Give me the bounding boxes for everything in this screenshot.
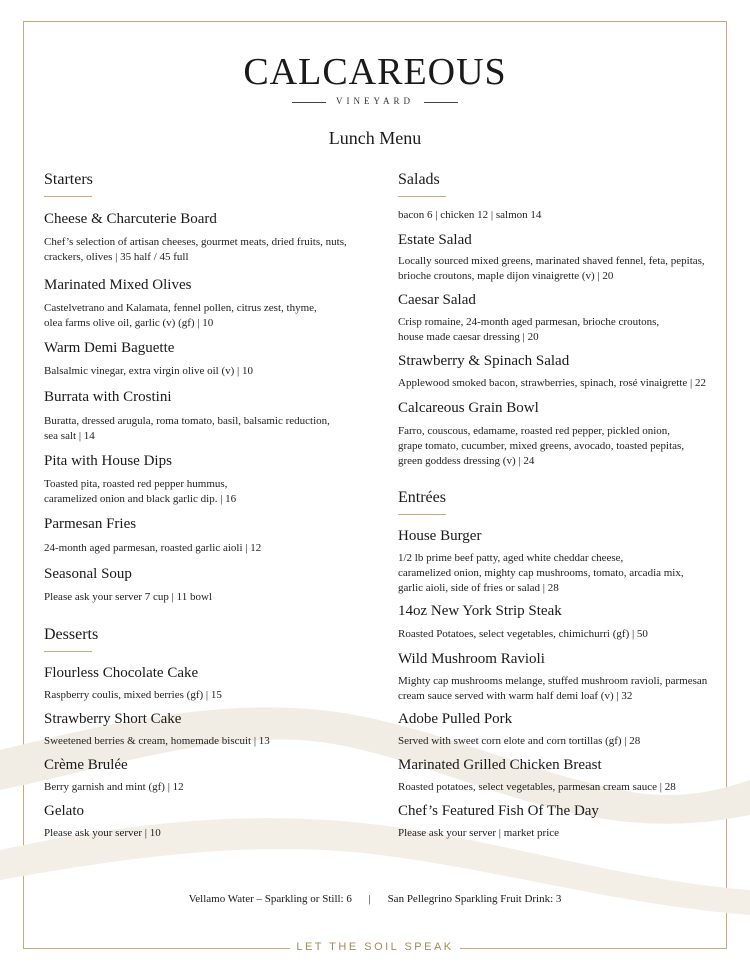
section-rule bbox=[398, 196, 446, 197]
menu-item-desc: Please ask your server | 10 bbox=[44, 827, 161, 839]
menu-item-desc: Mighty cap mushrooms melange, stuffed mushroom ravioli, parmesan cream sauce served with warm half demi loaf (v) | 32 bbox=[398, 675, 708, 702]
menu-item-name: Strawberry & Spinach Salad bbox=[398, 353, 570, 369]
menu-item-desc: Roasted Potatoes, select vegetables, chimichurri (gf) | 50 bbox=[398, 628, 648, 640]
menu-item-desc: Toasted pita, roasted red pepper hummus, caramelized onion and black garlic dip. | 16 bbox=[44, 478, 237, 505]
menu-item-desc: Locally sourced mixed greens, marinated shaved fennel, feta, pepitas, brioche croutons, maple dijon vinaigrette (v) | 20 bbox=[398, 255, 705, 282]
menu-item-name: Calcareous Grain Bowl bbox=[398, 400, 539, 416]
menu-item-desc: Served with sweet corn elote and corn tortillas (gf) | 28 bbox=[398, 735, 641, 747]
menu-item-name: Chef’s Featured Fish Of The Day bbox=[398, 803, 599, 819]
salad-addons: bacon 6 | chicken 12 | salmon 14 bbox=[398, 209, 542, 221]
menu-item-desc: Please ask your server | market price bbox=[398, 827, 560, 839]
brand-name: CALCAREOUS bbox=[243, 51, 507, 93]
tagline: LET THE SOIL SPEAK bbox=[296, 941, 454, 953]
water-note: Vellamo Water – Sparkling or Still: 6 bbox=[188, 893, 352, 905]
menu-item-desc: Castelvetrano and Kalamata, fennel pollen, citrus zest, thyme, olea farms olive oil, garlic (v) (gf) | 10 bbox=[44, 302, 317, 329]
menu-item-name: Warm Demi Baguette bbox=[44, 340, 175, 356]
menu-item-name: Wild Mushroom Ravioli bbox=[398, 651, 545, 667]
menu-item-name: Gelato bbox=[44, 803, 84, 819]
drinks-footer bbox=[0, 893, 750, 905]
menu-item-name: Burrata with Crostini bbox=[44, 389, 172, 405]
menu-item-desc: Chef’s selection of artisan cheeses, gourmet meats, dried fruits, nuts, crackers, olives | 35 half / 45 full bbox=[44, 236, 347, 263]
menu-item-desc: Sweetened berries & cream, homemade biscuit | 13 bbox=[44, 735, 270, 747]
section-title-starters: Starters bbox=[44, 171, 93, 188]
menu-item-desc: Please ask your server 7 cup | 11 bowl bbox=[44, 591, 212, 603]
menu-item-name: Crème Brulée bbox=[44, 757, 128, 773]
pellegrino-note: San Pellegrino Sparkling Fruit Drink: 3 bbox=[387, 893, 562, 905]
menu-item-name: Flourless Chocolate Cake bbox=[44, 665, 199, 681]
menu-item-desc: Roasted potatoes, select vegetables, parmesan cream sauce | 28 bbox=[398, 781, 676, 793]
menu-item-name: Adobe Pulled Pork bbox=[398, 711, 513, 727]
footer-separator: | bbox=[368, 893, 371, 905]
menu-item-desc: Farro, couscous, edamame, roasted red pepper, pickled onion, grape tomato, cucumber, mixed greens, avocado, toasted pepitas, green goddess dressing (v) | 24 bbox=[398, 425, 685, 467]
section-rule bbox=[398, 514, 446, 515]
menu-item-name: Marinated Grilled Chicken Breast bbox=[398, 757, 602, 773]
menu-item-name: Seasonal Soup bbox=[44, 566, 132, 582]
menu-item-name: Marinated Mixed Olives bbox=[44, 277, 192, 293]
menu-item-desc: Crisp romaine, 24-month aged parmesan, brioche croutons, house made caesar dressing | 20 bbox=[398, 316, 660, 343]
menu-item-name: Strawberry Short Cake bbox=[44, 711, 182, 727]
menu-item-name: Cheese & Charcuterie Board bbox=[44, 211, 217, 227]
menu-item-desc: Buratta, dressed arugula, roma tomato, basil, balsamic reduction, sea salt | 14 bbox=[44, 415, 330, 442]
menu-item-name: Caesar Salad bbox=[398, 292, 476, 308]
menu-item-name: House Burger bbox=[398, 528, 482, 544]
menu-item-desc: 24-month aged parmesan, roasted garlic aioli | 12 bbox=[44, 542, 262, 554]
menu-item-desc: Applewood smoked bacon, strawberries, spinach, rosé vinaigrette | 22 bbox=[398, 377, 706, 389]
section-title-desserts: Desserts bbox=[44, 626, 99, 643]
section-rule bbox=[44, 196, 92, 197]
menu-item-name: 14oz New York Strip Steak bbox=[398, 603, 562, 619]
brand-subtitle: VINEYARD bbox=[336, 96, 414, 106]
section-title-salads: Salads bbox=[398, 171, 440, 188]
menu-item-name: Estate Salad bbox=[398, 232, 472, 248]
menu-item-desc: 1/2 lb prime beef patty, aged white cheddar cheese, caramelized onion, mighty cap mushrooms, tomato, arcadia mix, garlic aioli, side of fries or salad | 28 bbox=[398, 552, 684, 594]
menu-item-desc: Balsalmic vinegar, extra virgin olive oil (v) | 10 bbox=[44, 365, 253, 377]
menu-item-desc: Berry garnish and mint (gf) | 12 bbox=[44, 781, 184, 793]
menu-item-name: Pita with House Dips bbox=[44, 453, 172, 469]
section-title-entrees: Entrées bbox=[398, 489, 446, 506]
section-rule bbox=[44, 651, 92, 652]
menu-item-desc: Raspberry coulis, mixed berries (gf) | 15 bbox=[44, 689, 222, 701]
menu-item-name: Parmesan Fries bbox=[44, 516, 137, 532]
menu-title: Lunch Menu bbox=[328, 128, 422, 148]
